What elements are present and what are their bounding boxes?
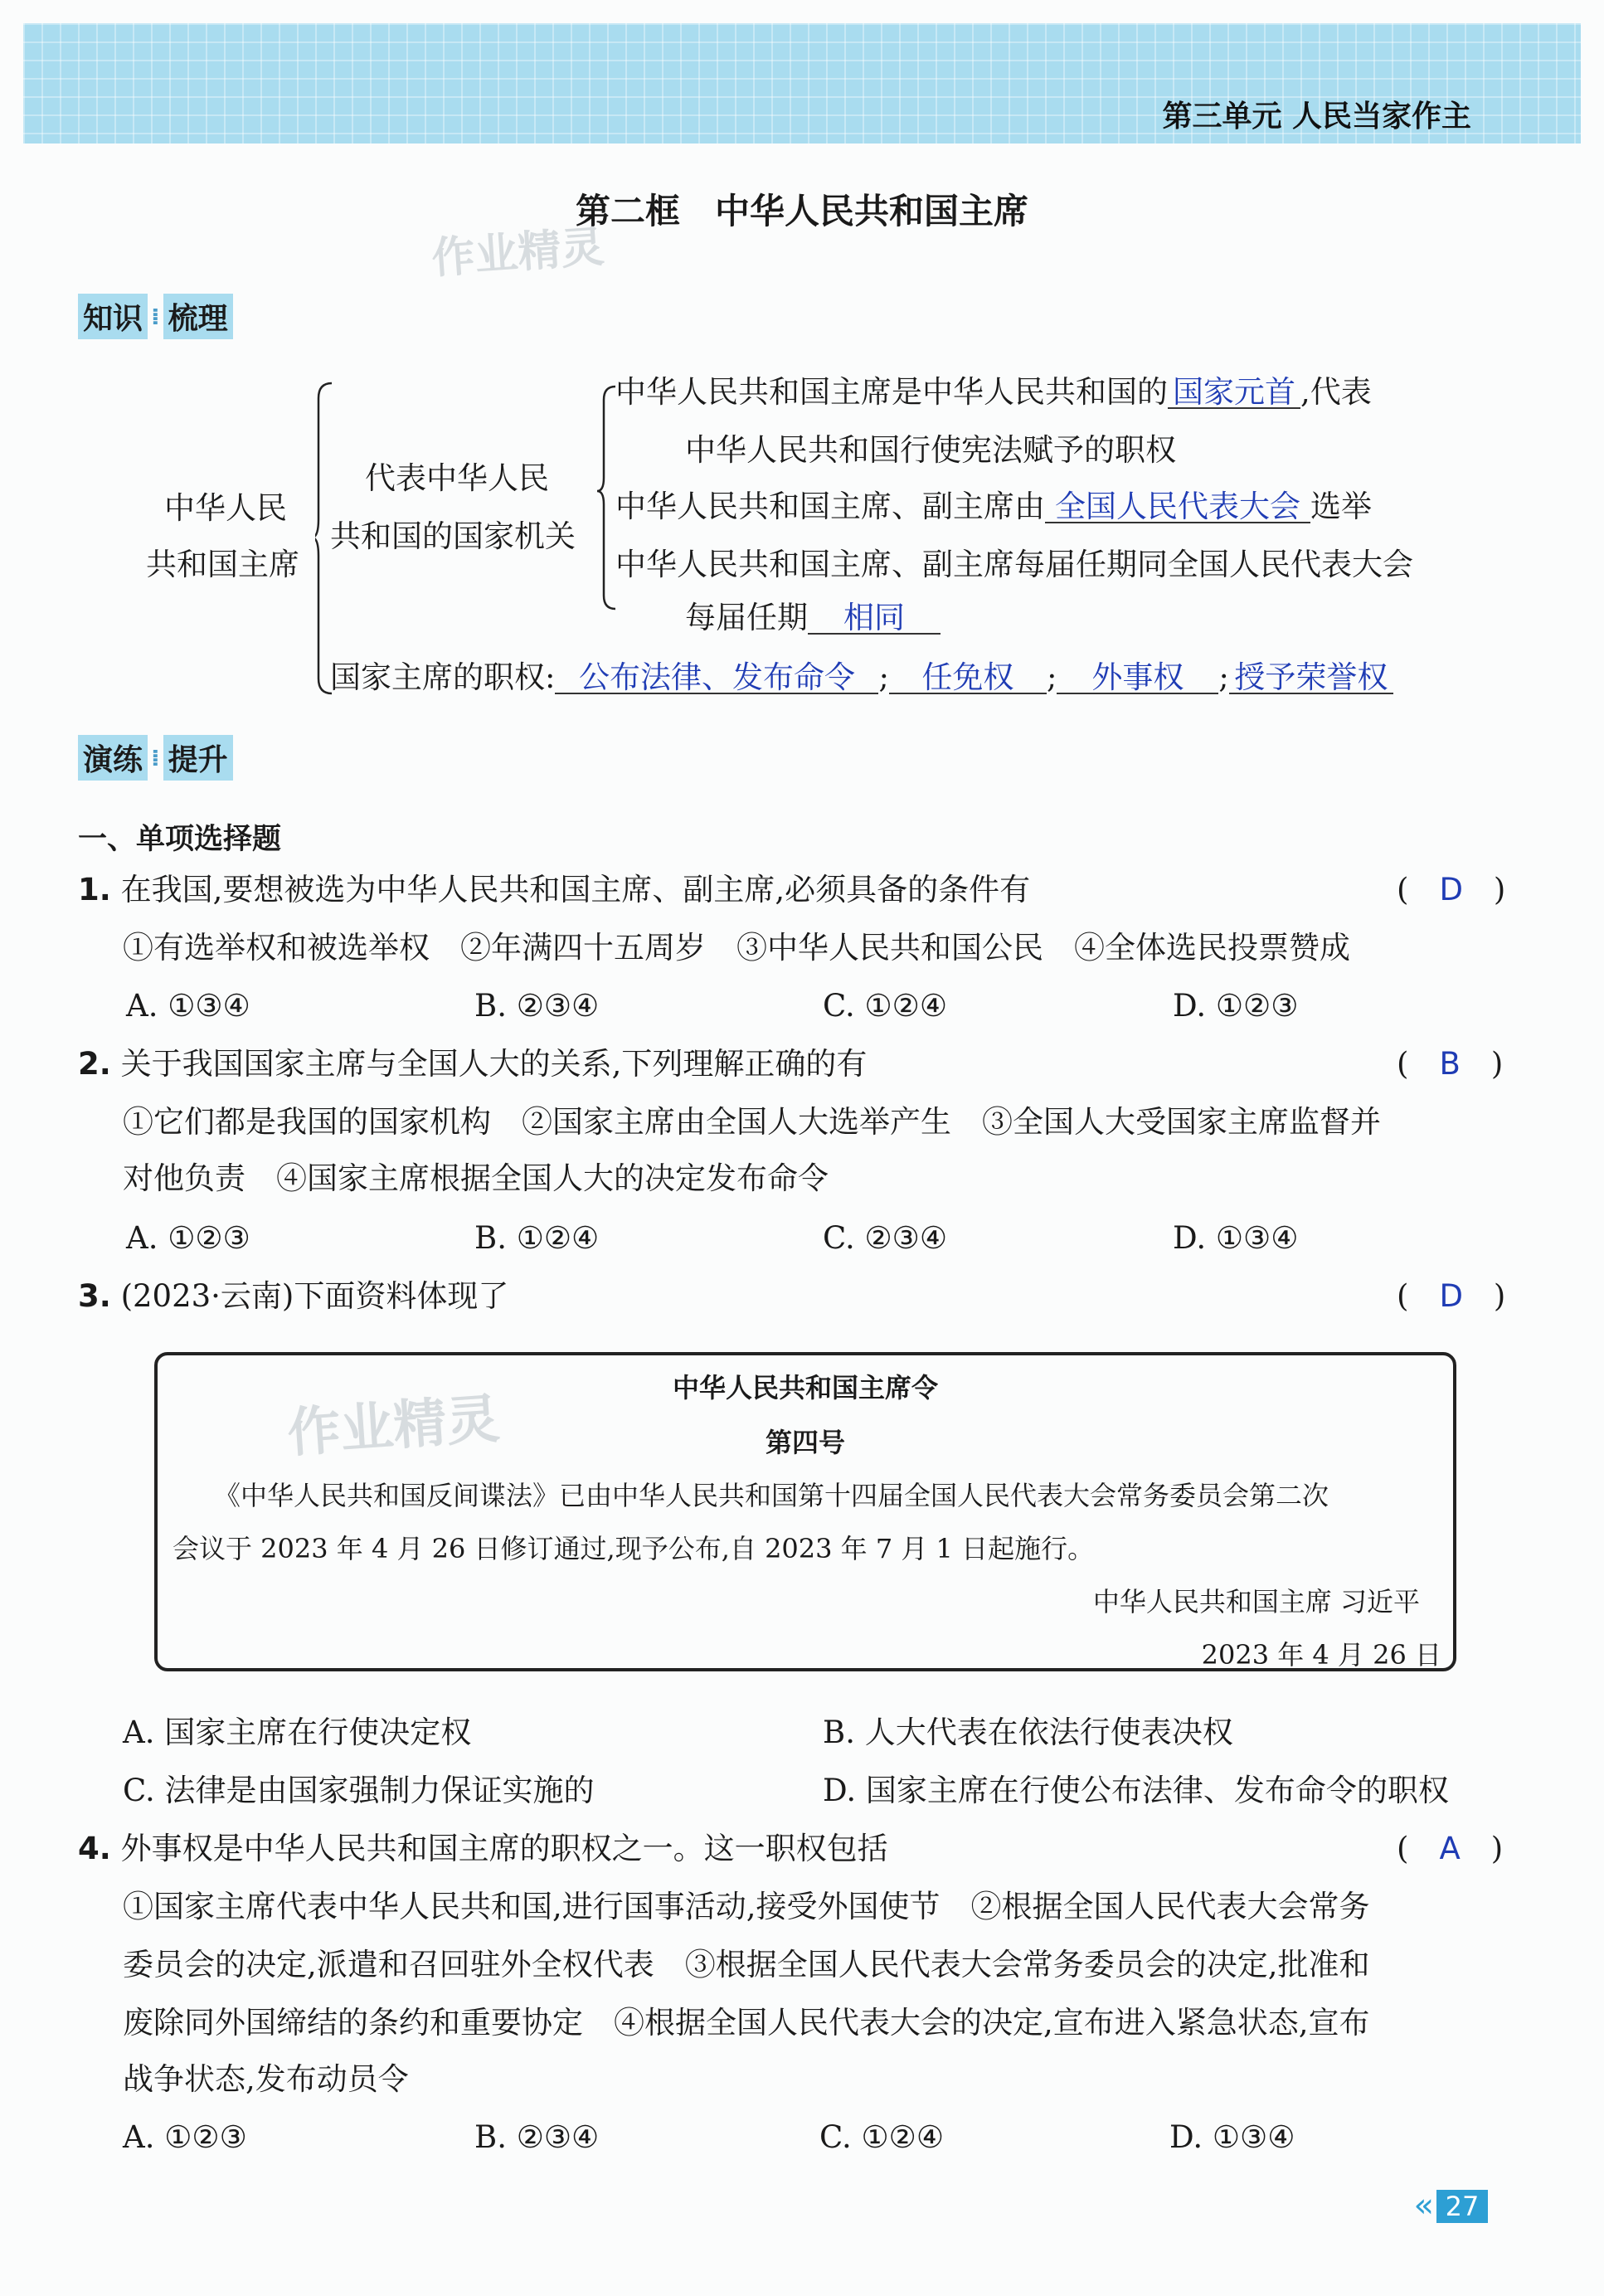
question-4-statements-4: 战争状态,发布动员令	[123, 2061, 409, 2097]
section-title: 一、单项选择题	[78, 823, 282, 856]
tag-separator-icon: ⁞	[151, 302, 160, 330]
answer-letter: D	[1439, 872, 1463, 907]
answer-head-of-state: 国家元首	[1168, 377, 1300, 409]
question-1-answer: ( D )	[1397, 872, 1506, 907]
question-2-statements-1: ①它们都是我国的国家机构 ②国家主席由全国人大选举产生 ③全国人大受国家主席监督并	[123, 1104, 1381, 1140]
tag-separator-icon: ⁞	[151, 743, 160, 771]
answer-letter: B	[1439, 1046, 1461, 1082]
knowledge-tag-right: 梳理	[163, 294, 233, 339]
answer-same: 相同	[808, 602, 941, 635]
practice-tag-left: 演练	[78, 735, 148, 781]
option-b: B. ②③④	[474, 2119, 600, 2155]
option-d: D. 国家主席在行使公布法律、发布命令的职权	[823, 1773, 1449, 1808]
question-text: (2023·云南)下面资料体现了	[120, 1278, 509, 1314]
decree-body-2: 会议于 2023 年 4 月 26 日修订通过,现予公布,自 2023 年 7 月 1 日起施行。	[173, 1533, 1095, 1564]
question-3-stem	[78, 1278, 509, 1314]
option-c: C. ①②④	[819, 2119, 945, 2155]
tree-item-5-pre: 每届任期	[685, 600, 808, 635]
tree-item-4: 中华人民共和国主席、副主席每届任期同全国人民代表大会	[615, 547, 1413, 582]
option-b: B. 人大代表在依法行使表决权	[823, 1715, 1233, 1750]
watermark: 作业精灵	[430, 221, 606, 285]
question-number: 3.	[78, 1278, 111, 1314]
option-b: B. ②③④	[474, 988, 600, 1024]
question-number: 1.	[78, 872, 111, 907]
watermark: 作业精灵	[285, 1389, 502, 1465]
answer-letter: A	[1439, 1831, 1461, 1866]
question-2-stem	[78, 1046, 868, 1082]
power-1: 公布法律、发布命令	[555, 662, 878, 694]
power-3: 外事权	[1057, 662, 1218, 694]
tree-item-1-pre: 中华人民共和国主席是中华人民共和国的	[615, 374, 1168, 410]
option-a: A. 国家主席在行使决定权	[123, 1715, 472, 1750]
tree-root-line-2: 共和国主席	[146, 547, 299, 582]
page-number: 27	[1436, 2190, 1488, 2223]
question-3-answer: ( D )	[1397, 1278, 1506, 1314]
tree-powers: 国家主席的职权: 公布法律、发布命令 ; 任免权 ; 外事权 ; 授予荣誉权	[330, 662, 1393, 694]
tree-branch-line-1: 代表中华人民	[365, 460, 549, 496]
power-2: 任免权	[889, 662, 1047, 694]
question-4-answer: ( A )	[1397, 1831, 1504, 1866]
question-2-statements-2: 对他负责 ④国家主席根据全国人大的决定发布命令	[123, 1160, 829, 1196]
practice-tag-right: 提升	[163, 735, 233, 781]
knowledge-tag	[78, 294, 233, 338]
tree-item-5	[685, 602, 941, 635]
tree-item-3	[615, 491, 1372, 523]
lesson-title: 第二框 中华人民共和国主席	[575, 191, 1028, 231]
answer-letter: D	[1439, 1278, 1463, 1314]
decree-number: 第四号	[765, 1427, 845, 1458]
question-1-stem	[78, 874, 1030, 905]
question-text: 在我国,要想被选为中华人民共和国主席、副主席,必须具备的条件有	[120, 872, 1031, 907]
option-a: A. ①③④	[126, 988, 250, 1024]
option-c: C. 法律是由国家强制力保证实施的	[123, 1773, 595, 1808]
option-c: C. ②③④	[823, 1220, 948, 1256]
question-text: 外事权是中华人民共和国主席的职权之一。这一职权包括	[120, 1831, 888, 1866]
option-b: B. ①②④	[474, 1220, 600, 1256]
tree-root-line-1: 中华人民	[164, 490, 287, 526]
question-number: 2.	[78, 1046, 111, 1082]
option-a: A. ①②③	[126, 1220, 250, 1256]
tree-branch-line-2: 共和国的国家机关	[330, 518, 576, 554]
question-4-statements-2: 委员会的决定,派遣和召回驻外全权代表 ③根据全国人民代表大会常务委员会的决定,批准和	[123, 1947, 1370, 1982]
option-c: C. ①②④	[823, 988, 948, 1024]
decree-date: 2023 年 4 月 26 日	[1201, 1639, 1441, 1671]
tree-item-1	[615, 374, 1372, 410]
tree-item-2: 中华人民共和国行使宪法赋予的职权	[685, 432, 1176, 468]
tree-item-3-post: 选举	[1310, 489, 1372, 524]
question-1-statements: ①有选举权和被选举权 ②年满四十五周岁 ③中华人民共和国公民 ④全体选民投票赞成	[123, 930, 1350, 966]
tree-item-1-post: ,代表	[1300, 374, 1372, 410]
power-4: 授予荣誉权	[1229, 662, 1393, 694]
tree-item-3-pre: 中华人民共和国主席、副主席由	[615, 489, 1045, 524]
option-a: A. ①②③	[123, 2119, 247, 2155]
question-text: 关于我国国家主席与全国人大的关系,下列理解正确的有	[120, 1046, 868, 1082]
option-d: D. ①③④	[1173, 1220, 1299, 1256]
chevron-left-icon: «	[1413, 2187, 1434, 2225]
question-4-stem	[78, 1833, 888, 1864]
practice-tag	[78, 735, 233, 780]
powers-label: 国家主席的职权:	[330, 659, 556, 695]
decree-title: 中华人民共和国主席令	[672, 1372, 938, 1403]
question-4-statements-3: 废除同外国缔结的条约和重要协定 ④根据全国人民代表大会的决定,宣布进入紧急状态,宣布	[123, 2005, 1370, 2041]
option-d: D. ①②③	[1173, 988, 1299, 1024]
question-number: 4.	[78, 1831, 111, 1866]
question-2-answer: ( B )	[1397, 1046, 1504, 1082]
knowledge-tag-left: 知识	[78, 294, 148, 339]
answer-npc: 全国人民代表大会	[1045, 491, 1310, 523]
unit-title: 第三单元 人民当家作主	[1162, 100, 1471, 134]
option-d: D. ①③④	[1169, 2119, 1295, 2155]
decree-signer: 中华人民共和国主席 习近平	[1092, 1586, 1420, 1617]
decree-body-1: 《中华人民共和国反间谍法》已由中华人民共和国第十四届全国人民代表大会常务委员会第二次	[214, 1480, 1329, 1511]
question-4-statements-1: ①国家主席代表中华人民共和国,进行国事活动,接受外国使节 ②根据全国人民代表大会常务	[123, 1889, 1370, 1924]
